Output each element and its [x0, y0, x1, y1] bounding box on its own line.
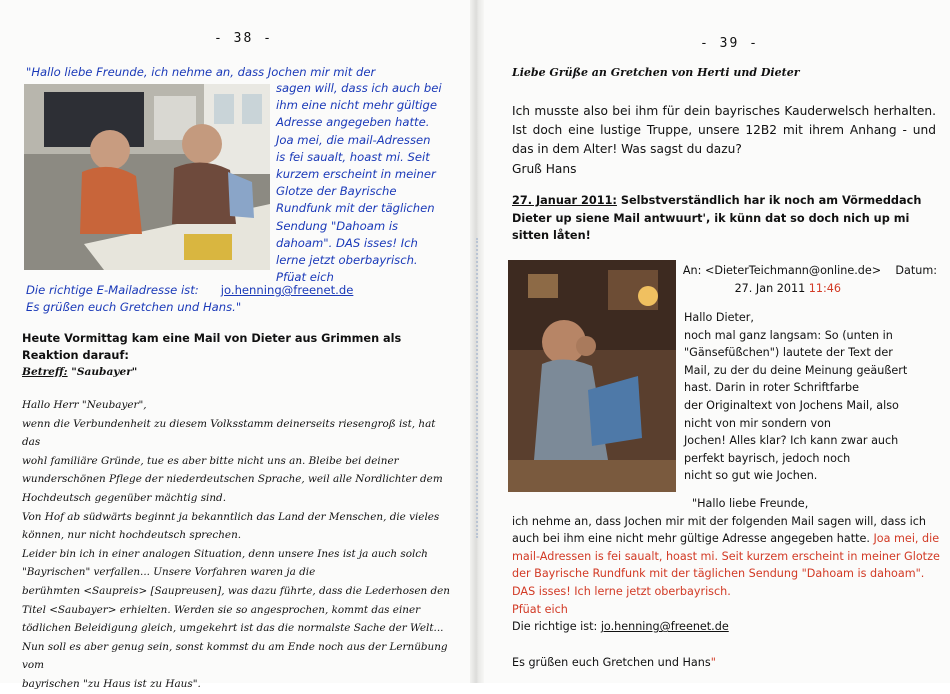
blue-line: Pfüat eich [276, 270, 334, 285]
letter-line: Hallo Herr "Neubayer", [22, 399, 147, 411]
blue-mail-first-line: "Hallo liebe Freunde, ich nehme an, dass Jochen mir mit der [26, 65, 376, 79]
blue-line: Glotze der Bayrische [276, 184, 397, 199]
email-label: Die richtige E-Mailadresse ist: [26, 283, 199, 297]
greeting-heading: Liebe Grüße an Gretchen von Herti und Dieter [512, 66, 800, 79]
blue-mail-footer [26, 282, 446, 316]
hans-paragraph [512, 102, 936, 179]
blue-line: sagen will, dass ich auch bei [276, 81, 442, 95]
closing-quote-mark: " [710, 655, 716, 669]
letter-line: wunderschönen Pflege der niederdeutschen Sprache, weil alle Nordlichter dem [22, 473, 443, 486]
blue-line: Adresse angegeben hatte. [276, 115, 430, 130]
to-email[interactable]: <DieterTeichmann@online.de> [704, 264, 882, 277]
letter-line: berühmten <Saupreis> [Saupreusen], was dazu führte, dass die Lederhosen den [22, 584, 450, 597]
right-page [482, 0, 950, 683]
date-field-label: Datum: [895, 264, 937, 277]
quote-red-text: Joa mei, die mail-Adressen is fei saualt, hoast mi. Seit kurzem erscheint in meiner Glotze der Bayrische Rundfunk mit der täglichen Sendung "Dahoam is dahoam". DAS isses! Ich lerne jetzt oberbayrisch. [512, 532, 940, 598]
blue-line: kurzem erscheint in meiner [276, 167, 436, 182]
letter-line: wohl familiäre Gründe, tue es aber bitte nicht uns an. Bleibe bei deiner [22, 454, 399, 467]
hans-paragraph-text: Ich musste also bei ihm für dein bayrisches Kauderwelsch herhalten. Ist doch eine lustige Truppe, unsere 12B2 mit ihrem Anhang - und das in dem Alter! Was sagst du dazu? [512, 104, 936, 157]
reply-line: Mail, zu der du deine Meinung geäußert [684, 363, 908, 377]
subject-label: Betreff: [22, 366, 68, 378]
email-address-link[interactable]: jo.henning@freenet.de [220, 283, 354, 297]
date-text: Selbstverständlich har ik noch am Vörmeddach Dieter up siene Mail antwuurt', ik künn dat so doch nich up mi sitten låten! [512, 194, 922, 242]
reply-line: "Gänsefüßchen") lautete der Text der [684, 346, 893, 360]
blue-line: lerne jetzt oberbayrisch. [276, 253, 418, 268]
date-field-value: 27. Jan 2011 [734, 281, 806, 295]
quote-first-line: "Hallo liebe Freunde, [692, 497, 809, 510]
email-header [682, 262, 937, 297]
reply-line: Jochen! Alles klar? Ich kann zwar auch [684, 434, 899, 448]
letter-line: Titel <Saubayer> erhielten. Werden sie so angesprochen, kommt das einer [22, 603, 421, 616]
photo-two-men-at-table [24, 84, 270, 270]
letter-line: tödlichen Beleidigung gleich, umgekehrt ist das die normalste Sache der Welt... [22, 622, 444, 635]
blue-mail-wrapped-text [276, 80, 446, 286]
letter-line: Nun soll es aber genug sein, sonst kommst du am Ende noch aus der Lernübung vom [22, 640, 448, 672]
blue-line: Rundfunk mit der täglichen [276, 201, 435, 216]
correct-label: Die richtige ist: [512, 620, 598, 634]
photo-man-with-book [508, 260, 676, 492]
date-field-time: 11:46 [808, 281, 841, 295]
reply-line: Hallo Dieter, [684, 311, 754, 324]
reply-line: der Originaltext von Jochens Mail, also [684, 398, 899, 412]
page-number-left: - 38 - [214, 31, 273, 46]
blue-greeting: Es grüßen euch Gretchen und Hans." [26, 300, 242, 315]
letter-line: Von Hof ab südwärts beginnt ja bekanntlich das Land der Menschen, die vieles [22, 510, 440, 523]
correct-email-link[interactable]: jo.henning@freenet.de [600, 620, 729, 634]
quote-red-closing: Pfüat eich [512, 602, 568, 616]
letter-line: können, nur nicht hochdeutsch sprechen. [22, 529, 242, 542]
blue-line: is fei saualt, hoast mi. Seit [276, 149, 430, 164]
letter-line: Hochdeutsch gegenüber mächtig sind. [22, 491, 227, 504]
reply-line: hast. Darin in roter Schriftfarbe [684, 381, 860, 395]
hans-signature: Gruß Hans [512, 161, 577, 176]
dieter-letter [22, 396, 452, 694]
closing-greeting: Es grüßen euch Gretchen und Hans [512, 655, 711, 669]
reply-line: noch mal ganz langsam: So (unten in [684, 328, 893, 342]
left-page [0, 0, 472, 690]
intro-block [22, 330, 452, 381]
intro-text: Heute Vormittag kam eine Mail von Dieter aus Grimmen als Reaktion darauf: [22, 332, 402, 362]
letter-line: bayrischen "zu Haus ist zu Haus". [22, 677, 201, 690]
quote-black-text: ich nehme an, dass Jochen mir mit der folgenden Mail sagen will, dass ich auch bei ihm eine nicht mehr gültige Adresse angegeben hatte. [512, 514, 927, 546]
to-label: An: [682, 264, 702, 277]
binding-stitch [476, 238, 481, 538]
letter-line: wenn die Verbundenheit zu diesem Volksstamm deinerseits riesengroß ist, hat das [22, 417, 436, 449]
reply-text [684, 309, 934, 485]
reply-line: nicht von mir sondern von [684, 416, 832, 430]
blue-line: Joa mei, die mail-Adressen [276, 132, 431, 147]
quoted-mail [512, 495, 942, 671]
date-entry [512, 192, 942, 245]
date-label: 27. Januar 2011: [512, 194, 617, 207]
reply-line: nicht so gut wie Jochen. [684, 469, 818, 483]
letter-line: "Bayrischen" verfallen... Unsere Vorfahren waren ja die [22, 566, 316, 579]
blue-line: Sendung "Dahoam is [276, 218, 399, 233]
reply-line: perfekt bayrisch, jedoch noch [684, 451, 851, 465]
blue-line: ihm eine nicht mehr gültige [276, 98, 438, 113]
subject-value: "Saubayer" [71, 366, 138, 378]
blue-line: dahoam". DAS isses! Ich [276, 235, 418, 250]
page-number-right: - 39 - [700, 36, 759, 51]
letter-line: Leider bin ich in einer analogen Situation, denn unsere Ines ist ja auch solch [22, 547, 428, 560]
